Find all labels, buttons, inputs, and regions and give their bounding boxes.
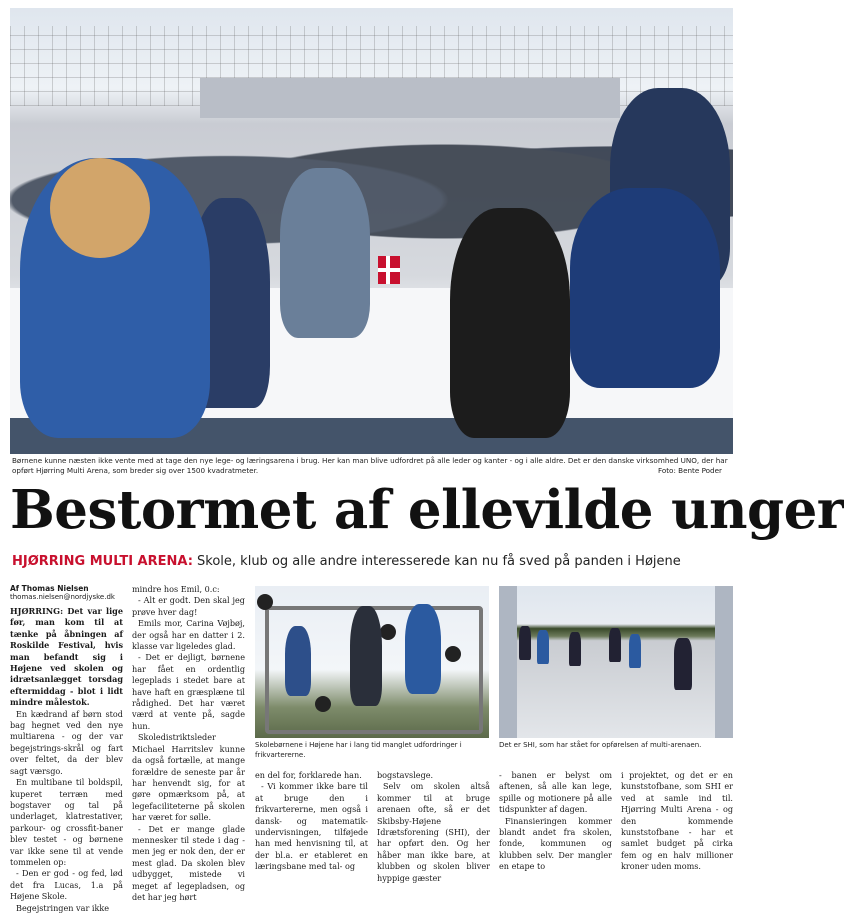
column-3 (255, 770, 368, 872)
paragraph: mindre hos Emil, 0.c: (132, 584, 220, 594)
byline (10, 584, 123, 602)
byline-author: Af Thomas Nielsen (10, 584, 89, 593)
paragraph: - Det er dejligt, børnene har fået en ordentlig legeplads i stedet bare at have haft en græsplæne til rådighed. Det har været værd at vente på, sagde hun. (132, 652, 245, 731)
frame-joint (380, 624, 396, 640)
child-figure (350, 606, 382, 706)
person-figure (519, 626, 531, 660)
playground-photo (255, 586, 489, 738)
danish-flag-icon (378, 256, 400, 284)
subhead-kicker: HJØRRING MULTI ARENA: (12, 554, 193, 569)
column-2 (132, 584, 245, 902)
child-head (50, 158, 150, 258)
paragraph: en del for, forklarede han. (255, 770, 362, 780)
paragraph: Emils mor, Carina Vøjbøj, der også har en datter i 2. klasse var ligeledes glad. (132, 618, 245, 652)
person-figure (537, 630, 549, 664)
subhead-text: Skole, klub og alle andre interesserede kan nu få sved på panden i Højene (197, 554, 681, 569)
hero-caption-text: Børnene kunne næsten ikke vente med at tage den nye lege- og læringsarena i brug. Her kan man blive udfordret på alle leder og kanter - og i alle aldre. Det er den danske virksomhed UNO, der har opført Hjørring Multi Arena, som breder sig over 1500 kvadratmeter. (12, 456, 728, 475)
subhead (12, 553, 732, 571)
headline: Bestormet af ellevilde unger (10, 479, 844, 541)
paragraph: - Det er mange glade mennesker til stede i dag - men jeg er nok den, der er mest glad. Da skolen blev udbygget, mistede vi meget af legepladsen, og det har jeg hørt (132, 823, 245, 902)
goal-post (499, 586, 517, 738)
playground-photo-caption: Skolebørnene i Højene har i lang tid manglet udfordringer i frikvartererne. (255, 741, 462, 759)
frame-joint (445, 646, 461, 662)
paragraph: bogstavslege. (377, 770, 434, 780)
arena-photo (499, 586, 733, 738)
frame-joint (315, 696, 331, 712)
child-figure (405, 604, 441, 694)
paragraph: - banen er belyst om aftenen, så alle kan lege, spille og motionere på alle tidspunkter af dagen. (499, 770, 612, 815)
column-6 (621, 770, 733, 872)
person-figure (569, 632, 581, 666)
paragraph: Selv om skolen altså kommer til at bruge arenaen ofte, så er det Skibsby-Højene Idrætsforening (SHI), der har opført den. Og her håber man ikke bare, at klubben og skolen bliver hyppige gæster (377, 781, 490, 883)
column-1 (10, 584, 123, 913)
byline-email: thomas.nielsen@nordjyske.dk (10, 593, 115, 601)
column-4 (377, 770, 490, 883)
column-5 (499, 770, 612, 872)
frame-joint (257, 594, 273, 610)
child-figure (280, 168, 370, 338)
paragraph: - Alt er godt. Den skal jeg prøve hver dag! (132, 595, 245, 617)
photo-credit: Foto: Bente Poder (657, 466, 722, 475)
hero-photo (10, 8, 733, 454)
paragraph: En multibane til boldspil, kuperet terræn med bogstaver og tal på underlaget, klatrestativer, parkour- og crossfit-baner blev testet - og børnene var ikke sene til at vende tommelen op: (10, 777, 123, 867)
paragraph: - Vi kommer ikke bare til at bruge den i frikvartererne, men også i dansk- og matematik-undervisningen, tilføjede han med henvisning til, at der bl.a. er etableret en læringsbane med tal- og (255, 781, 368, 872)
paragraph: En kædrand af børn stod bag hegnet ved den nye multiarena - og der var begejstrings-skrål og fart over feltet, da der blev sagt værsgo. (10, 708, 123, 776)
hero-caption (12, 456, 732, 476)
paragraph: Skoledistriktsleder Michael Harritslev kunne da også fortælle, at mange forældre de seneste par år har henvendt sig, for at gøre opmærksom på, at legefaciliteterne på skolen har været for sølle. (132, 732, 245, 823)
child-figure (570, 188, 720, 388)
paragraph: HJØRRING: Det var lige før, man kom til at tænke på åbningen af Roskilde Festival, hvis man befandt sig i Højene ved skolen og idrætsanlægget torsdag eftermiddag - blot i lidt mindre målestok. (10, 606, 123, 708)
paragraph: Begejstringen var ikke (16, 902, 110, 913)
person-figure (609, 628, 621, 662)
person-figure (629, 634, 641, 668)
paragraph: Finansieringen kommer blandt andet fra skolen, fonde, kommunen og klubben selv. Der mangler en etape to (499, 815, 612, 872)
goal-post (715, 586, 733, 738)
person-figure (674, 638, 692, 690)
child-figure (285, 626, 311, 696)
arena-photo-caption: Det er SHI, som har stået for opførelsen af multi-arenaen. (499, 741, 702, 749)
child-figure (450, 208, 570, 438)
paragraph: i projektet, og det er en kunststofbane, som SHI er ved at samle ind til. Hjørring Multi Arena - og den kommende kunststofbane - har et samlet budget på cirka fem og en halv millioner kroner uden moms. (621, 770, 733, 872)
paragraph: - Den er god - og fed, lød det fra Lucas, 1.a på Højene Skole. (10, 868, 123, 902)
